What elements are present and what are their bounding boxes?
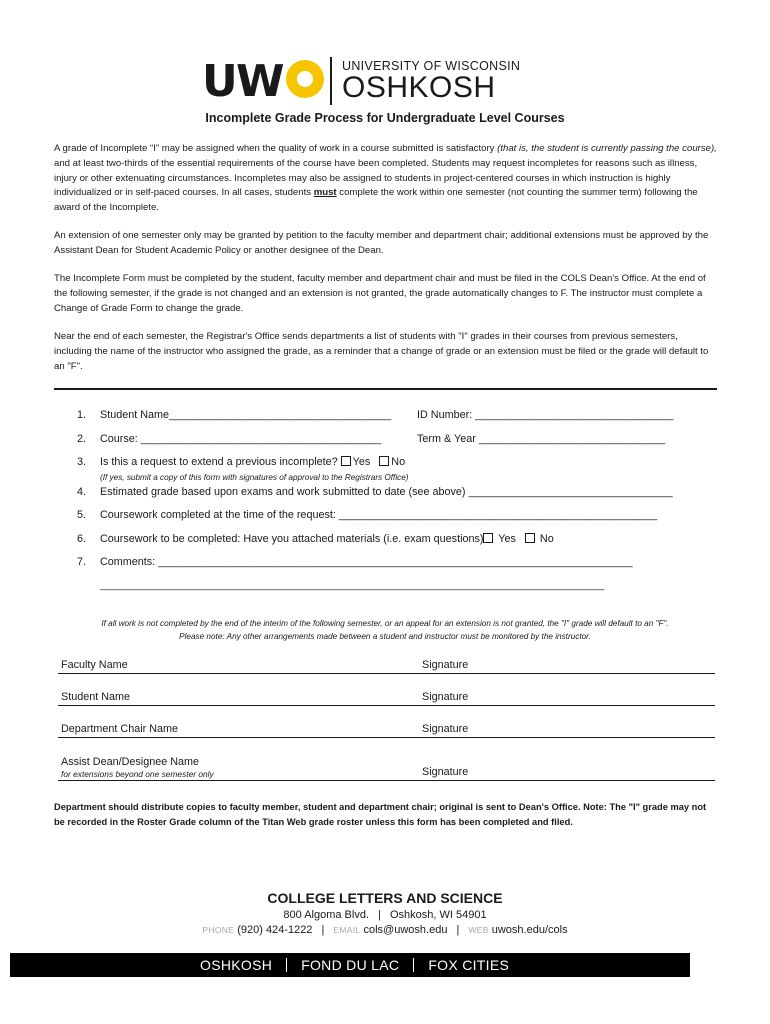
p1-text-a: A grade of Incomplete “I” may be assigned when the quality of work in a course submitted is satisfactory: [54, 143, 498, 154]
extend-request-question: [100, 456, 405, 468]
dean-signature-label: Signature: [422, 766, 469, 778]
chair-name-label: Department Chair Name: [61, 723, 179, 735]
student-signature-row[interactable]: [58, 690, 715, 706]
term-year-field[interactable]: Term & Year _______________________________: [417, 433, 665, 445]
faculty-signature-row[interactable]: [58, 658, 715, 674]
item-number-5: 5.: [77, 509, 87, 521]
dean-signature-row[interactable]: [58, 756, 715, 781]
college-address: [0, 909, 770, 921]
extend-request-label: Is this a request to extend a previous incomplete?: [100, 456, 338, 468]
comments-field-line2[interactable]: _________________________________________________________________________________________: [100, 580, 605, 591]
coursework-completed-field[interactable]: Coursework completed at the time of the request: _____________________________________________________: [100, 509, 658, 521]
item-number-6: 6.: [77, 533, 87, 545]
student-name-field[interactable]: Student Name_____________________________________: [100, 409, 392, 421]
campus-fond-du-lac: FOND DU LAC: [301, 957, 400, 973]
paragraph-form-filing: The Incomplete Form must be completed by the student, faculty member and department chair and must be filed in the COLS Dean's Office. At the end of the following semester, if the grade is not changed and an extension is not granted, the grade automatically changes to F. The instructor must complete a Change of Grade Form to change the grade.: [54, 273, 706, 314]
logo-campus-line: OSHKOSH: [342, 71, 496, 104]
logo-letter-w: W: [236, 56, 280, 107]
campus-oshkosh: OSHKOSH: [200, 957, 273, 973]
p1-must: must: [313, 187, 337, 199]
logo-wordmark: [342, 59, 520, 103]
materials-no-checkbox[interactable]: [525, 533, 535, 543]
faculty-signature-label: Signature: [422, 659, 469, 671]
city-address: Oshkosh, WI 54901: [390, 909, 487, 921]
materials-no-label: No: [539, 533, 554, 545]
estimated-grade-field[interactable]: Estimated grade based upon exams and work submitted to date (see above) __________________________________: [100, 486, 673, 498]
contact-separator: |: [321, 924, 325, 936]
phone-number: (920) 424-1222: [237, 924, 313, 936]
campus-divider: [286, 958, 287, 972]
p1-text-b: and at least two-thirds of the essential requirements of the course have been completed. Students may request incompletes for reasons such as illness, injury or other extenuating circumstances. Incompletes may also be assigned to students in project-centered courses in which instruction is highly individualized or in self-paced courses. In all cases, students: [54, 157, 698, 199]
item-number-1: 1.: [77, 409, 87, 421]
dean-extension-note: for extensions beyond one semester only: [61, 769, 214, 779]
logo-divider: [330, 57, 332, 105]
campus-divider: [413, 958, 414, 972]
section-divider: [54, 388, 717, 390]
id-number-field[interactable]: ID Number: _________________________________: [417, 409, 674, 421]
campus-fox-cities: FOX CITIES: [428, 957, 510, 973]
street-address: 800 Algoma Blvd.: [283, 909, 370, 921]
uwo-logo-mark: [202, 56, 322, 107]
materials-yes-checkbox[interactable]: [483, 533, 493, 543]
college-name: COLLEGE LETTERS AND SCIENCE: [267, 890, 503, 906]
email-label: EMAIL: [333, 925, 361, 935]
default-grade-instruction: If all work is not completed by the end of the interim of the following semester, or an appeal for an extension is not granted, the "I" grade will default to an "F".: [101, 619, 669, 628]
student-signature-label: Signature: [422, 691, 469, 703]
paragraph-extension: An extension of one semester only may be granted by petition to the faculty member and department chair; additional extensions must be approved by the Assistant Dean for Student Academic Policy or another designee of the Dean.: [54, 230, 709, 256]
paragraph-incomplete-definition: [54, 142, 718, 216]
logo-university-line: UNIVERSITY OF WISCONSIN: [342, 59, 521, 73]
course-field[interactable]: Course: ________________________________________: [100, 433, 381, 445]
logo-o-ring: [286, 60, 324, 98]
distribution-note: Department should distribute copies to faculty member, student and department chair; original is sent to Dean's Office. Note: The "I" grade may not be recorded in the Roster Grade column of the Titan Web grade roster unless this form has been completed and filed.: [54, 802, 707, 827]
logo-letter-u: U: [202, 56, 233, 107]
p1-italic: (that is, the student is currently passing the course),: [497, 143, 717, 154]
web-label: WEB: [468, 925, 489, 935]
campus-footer-bar: [10, 953, 690, 977]
extend-request-note: (If yes, submit a copy of this form with signatures of approval to the Registrars Office): [100, 473, 409, 482]
faculty-name-label: Faculty Name: [61, 659, 128, 671]
p1-text-c: complete the work within one semester (not counting the summer term) following the award of the Incomplete.: [54, 187, 698, 214]
college-contact: [0, 924, 770, 936]
chair-signature-label: Signature: [422, 723, 469, 735]
item-number-2: 2.: [77, 433, 87, 445]
email-link[interactable]: cols@uwosh.edu: [363, 924, 448, 936]
document-title: Incomplete Grade Process for Undergraduate Level Courses: [205, 111, 565, 125]
comments-field[interactable]: Comments: _______________________________________________________________________________: [100, 556, 633, 568]
phone-label: PHONE: [202, 925, 235, 935]
paragraph-registrar: Near the end of each semester, the Registrar's Office sends departments a list of students with "I" grades in their courses from previous semesters, including the name of the instructor who assigned the grade, as a reminder that a change of grade or an extension must be filed or the grade will default to an "F".: [54, 331, 709, 372]
chair-signature-row[interactable]: [58, 722, 715, 738]
materials-yes-label: Yes: [498, 533, 516, 545]
extend-yes-label: Yes: [352, 456, 371, 468]
dean-name-label: Assist Dean/Designee Name: [61, 756, 200, 768]
materials-attached-question: [100, 533, 554, 545]
arrangements-note: Please note: Any other arrangements made between a student and instructor must be monitored by the instructor.: [179, 632, 591, 641]
uwo-logo: [202, 55, 520, 107]
item-number-4: 4.: [77, 486, 87, 498]
extend-no-label: No: [391, 456, 406, 468]
materials-attached-label: Coursework to be completed: Have you attached materials (i.e. exam questions): [100, 533, 484, 545]
contact-separator: |: [456, 924, 460, 936]
address-separator: |: [378, 909, 381, 921]
item-number-7: 7.: [77, 556, 87, 568]
web-link[interactable]: uwosh.edu/cols: [491, 924, 568, 936]
student-name-label: Student Name: [61, 691, 131, 703]
extend-yes-checkbox[interactable]: [341, 456, 351, 466]
extend-no-checkbox[interactable]: [379, 456, 389, 466]
item-number-3: 3.: [77, 456, 87, 468]
